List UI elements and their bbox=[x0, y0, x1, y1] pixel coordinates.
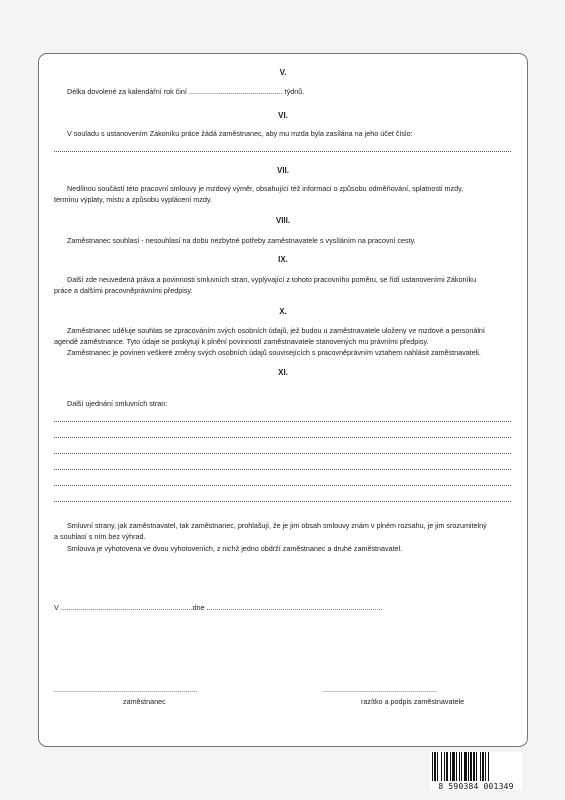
section-heading-vi: VI. bbox=[278, 111, 288, 120]
closing-statement-line-2: a souhlasí s ním bez výhrad. bbox=[54, 532, 146, 541]
other-rights-line-2: práce a dalšími pracovněprávními předpisy. bbox=[54, 286, 193, 295]
barcode-bar bbox=[482, 752, 484, 781]
employee-signature-field[interactable]: ........................................................................ bbox=[54, 685, 198, 694]
employee-signature-label: zaměstnanec bbox=[123, 697, 166, 706]
place-field[interactable]: .................................................................. bbox=[60, 603, 193, 612]
personal-data-line-3: Zaměstnanec je povinen veškeré změny svých osobních údajů souvisejících s pracovněprávním vztahem nahlásit zaměstnavateli. bbox=[67, 348, 481, 357]
section-heading-x: X. bbox=[279, 307, 287, 316]
barcode bbox=[430, 752, 522, 790]
vacation-weeks-field[interactable]: ............................................... bbox=[188, 87, 283, 96]
barcode-bar bbox=[470, 752, 472, 781]
employer-signature-label: razítko a podpis zaměstnavatele bbox=[361, 697, 465, 706]
section-heading-viii: VIII. bbox=[275, 216, 291, 225]
wage-statement-line-1: Nedílnou součástí této pracovní smlouvy je mzdový výměr, obsahující též informaci o způsobu odměňování, splatnosti mzdy, bbox=[67, 184, 464, 193]
form-page bbox=[38, 53, 528, 747]
section-heading-v: V. bbox=[279, 68, 287, 77]
vacation-text-after: týdnů. bbox=[282, 87, 305, 96]
barcode-bars bbox=[430, 752, 522, 782]
place-prefix: V bbox=[54, 603, 59, 612]
wage-statement-line-2: termínu výplaty, místu a způsobu vyplácení mzdy. bbox=[54, 195, 212, 204]
other-agreements-label: Další ujednání smluvních stran: bbox=[67, 399, 168, 408]
place-date-line bbox=[54, 603, 382, 613]
barcode-bar bbox=[441, 752, 442, 781]
business-trip-consent-text: Zaměstnanec souhlasí - nesouhlasí na dobu nezbytné potřeby zaměstnavatele s vysíláním na pracovní cesty. bbox=[67, 236, 416, 245]
date-label: dne bbox=[192, 603, 205, 612]
barcode-number: 8 590384 001349 bbox=[438, 782, 514, 791]
personal-data-line-2: agendě zaměstnance. Tyto údaje se poskytují k plnění povinností zaměstnavatele stanovených mu právními předpisy. bbox=[54, 337, 429, 346]
barcode-bar bbox=[444, 752, 445, 781]
barcode-bar bbox=[488, 752, 489, 781]
other-rights-line-1: Další zde neuvedená práva a povinnosti smluvních stran, vyplývající z tohoto pracovního poměru, se řídí ustanoveními Zákoníku bbox=[67, 275, 477, 284]
other-agreements-field[interactable] bbox=[54, 501, 511, 502]
barcode-bar bbox=[450, 752, 451, 781]
barcode-bar bbox=[464, 752, 467, 781]
section-heading-ix: IX. bbox=[278, 255, 288, 264]
barcode-bar bbox=[476, 752, 477, 781]
barcode-bar bbox=[432, 752, 433, 781]
section-heading-vii: VII. bbox=[276, 166, 289, 175]
barcode-bar bbox=[456, 752, 457, 781]
barcode-bar bbox=[468, 752, 469, 781]
date-field[interactable]: ........................................................................................ bbox=[206, 603, 383, 612]
account-number-field[interactable] bbox=[54, 151, 511, 152]
barcode-bar bbox=[437, 752, 438, 781]
barcode-bar bbox=[485, 752, 486, 781]
barcode-bar bbox=[461, 752, 462, 781]
other-agreements-field[interactable] bbox=[54, 437, 511, 438]
other-agreements-field[interactable] bbox=[54, 469, 511, 470]
vacation-text-before: Délka dovolené za kalendářní rok činí bbox=[67, 87, 189, 96]
barcode-bar bbox=[452, 752, 455, 781]
closing-statement-line-1: Smluvní strany, jak zaměstnavatel, tak zaměstnanec, prohlašují, že je jim obsah smlouvy znám v plném rozsahu, je jim srozumitelný bbox=[67, 521, 487, 530]
salary-account-text: V souladu s ustanovením Zákoníku práce žádá zaměstnanec, aby mu mzda byla zasílána na jeho účet číslo: bbox=[67, 129, 413, 138]
other-agreements-field[interactable] bbox=[54, 485, 511, 486]
barcode-bar bbox=[446, 752, 448, 781]
other-agreements-field[interactable] bbox=[54, 421, 511, 422]
employer-signature-field[interactable]: ......................................................... bbox=[323, 685, 437, 694]
personal-data-line-1: Zaměstnanec uděluje souhlas se zpracováním svých osobních údajů, jež budou u zaměstnavatele uloženy ve mzdové a personální bbox=[67, 326, 485, 335]
barcode-bar bbox=[473, 752, 475, 781]
barcode-bar bbox=[480, 752, 481, 781]
closing-statement-line-3: Smlouva je vyhotovena ve dvou vyhotoveních, z nichž jedno obdrží zaměstnanec a druhé zaměstnavatel. bbox=[67, 544, 403, 553]
barcode-bar bbox=[434, 752, 436, 781]
vacation-length-line bbox=[67, 87, 304, 97]
barcode-bar bbox=[459, 752, 460, 781]
other-agreements-field[interactable] bbox=[54, 453, 511, 454]
section-heading-xi: XI. bbox=[278, 368, 288, 377]
